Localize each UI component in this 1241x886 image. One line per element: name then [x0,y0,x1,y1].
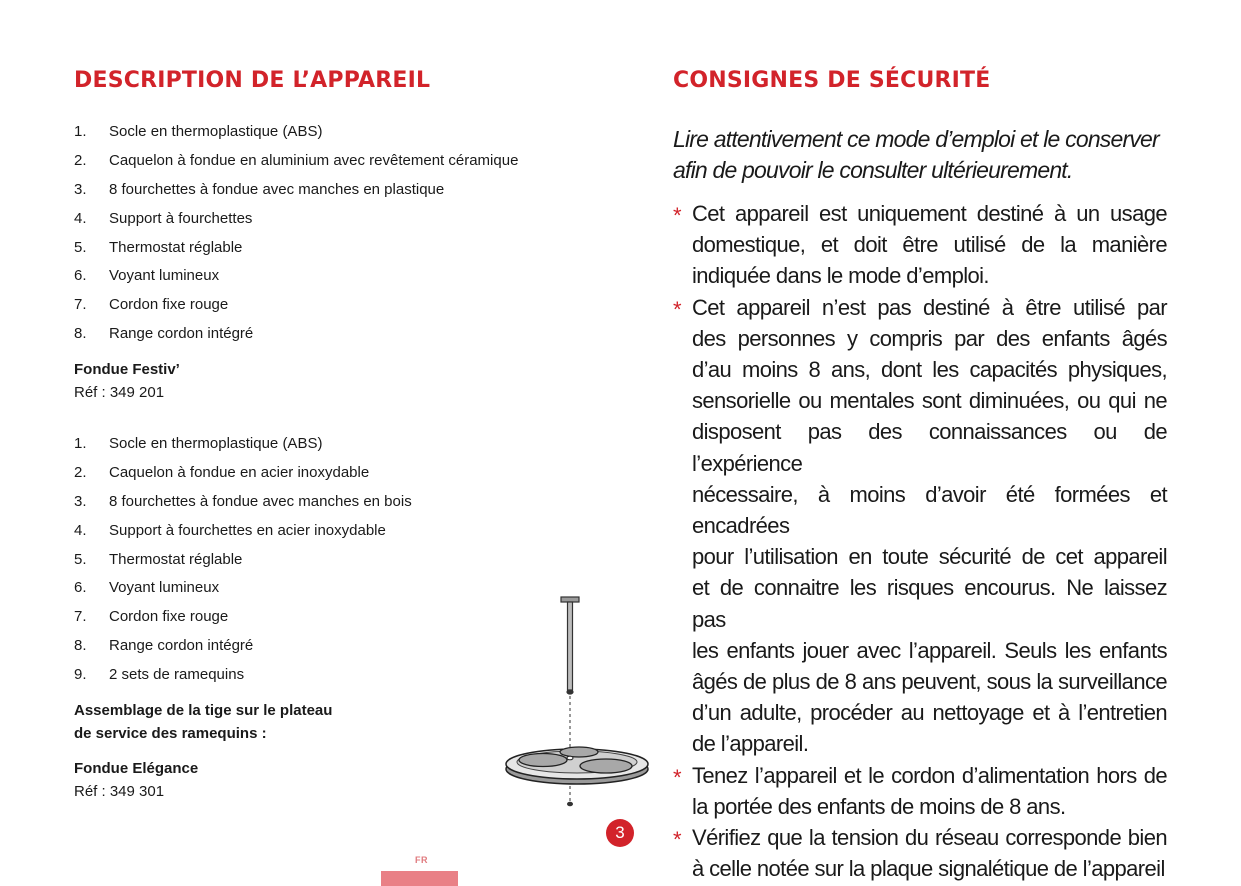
list-item: 7. Cordon fixe rouge [74,296,229,314]
asterisk-icon: * [673,203,682,228]
list-item: 3. 8 fourchettes à fondue avec manches en plastique [74,180,445,198]
list-item: 5. Thermostat réglable [74,238,243,256]
list-item: 6. Voyant lumineux [74,579,220,597]
list-item: 6. Voyant lumineux [74,267,220,285]
list-item: 7. Cordon fixe rouge [74,608,229,626]
language-tab [381,871,458,886]
parts-list-elegance [74,430,412,690]
safety-heading: CONSIGNES DE SÉCURITÉ [673,68,991,93]
list-item: 3. 8 fourchettes à fondue avec manches en bois [74,492,412,510]
list-item: 5. Thermostat réglable [74,550,243,568]
model-reference: Réf : 349 301 [74,783,165,800]
model-festiv [74,358,180,404]
list-item: 2. Caquelon à fondue en acier inoxydable [74,463,370,481]
language-label: FR [415,855,428,865]
list-item: 4. Support à fourchettes en acier inoxydable [74,521,386,539]
stem-tray-illustration [503,596,653,816]
asterisk-icon: * [673,296,682,322]
safety-item: * Cet appareil n’est pas destiné à être utilisé par des personnes y compris par des enfants âgés d’au moins 8 ans, dont les capacités physiques, sensorielle ou mentales sont diminuées, ou qui ne disposent pas des connaissances ou de l’expérience nécessaire, à moins d’avoir été formées et encadrées pour l’utilisation en toute sécurité de cet appareil et de connaitre les risques encourus. Ne laissez pas les enfants jouer avec l’appareil. Seuls les enfants âgés de plus de 8 ans peuvent, sous la surveillance d’un adulte, procéder au nettoyage et à l’entretien de l’appareil. [673,294,1167,757]
asterisk-icon: * [673,764,682,790]
asterisk-icon: * [673,827,682,853]
description-heading: DESCRIPTION DE L’APPAREIL [74,68,431,93]
page-number: 3 [606,819,634,847]
list-item: 8. Range cordon intégré [74,325,254,343]
model-name: Fondue Elégance [74,760,199,777]
list-item: 1. Socle en thermoplastique (ABS) [74,123,323,140]
model-name: Fondue Festiv’ [74,361,180,378]
list-item: 2. Caquelon à fondue en aluminium avec revêtement céramique [74,151,519,169]
parts-list-festiv [74,118,518,349]
list-item: 9. 2 sets de ramequins [74,666,245,684]
safety-item: * Vérifiez que la tension du réseau corresponde bien à celle notée sur la plaque signalétique de l’appareil [673,825,1167,882]
safety-intro: Lire attentivement ce mode d’emploi et le conserver afin de pouvoir le consulter ultérieurement. [673,126,1159,183]
model-reference: Réf : 349 201 [74,384,165,401]
safety-item: * Tenez l’appareil et le cordon d’alimentation hors de la portée des enfants de moins de 8 ans. [673,762,1167,819]
safety-list [673,198,1167,884]
list-item: 1. Socle en thermoplastique (ABS) [74,435,323,452]
list-item: 8. Range cordon intégré [74,637,254,655]
safety-item: * Cet appareil est uniquement destiné à un usage domestique, et doit être utilisé de la manière indiquée dans le mode d’emploi. [673,201,1167,289]
model-elegance [74,757,198,803]
list-item: 4. Support à fourchettes [74,209,253,227]
assembly-instruction: Assemblage de la tige sur le plateau de service des ramequins : [74,702,333,742]
